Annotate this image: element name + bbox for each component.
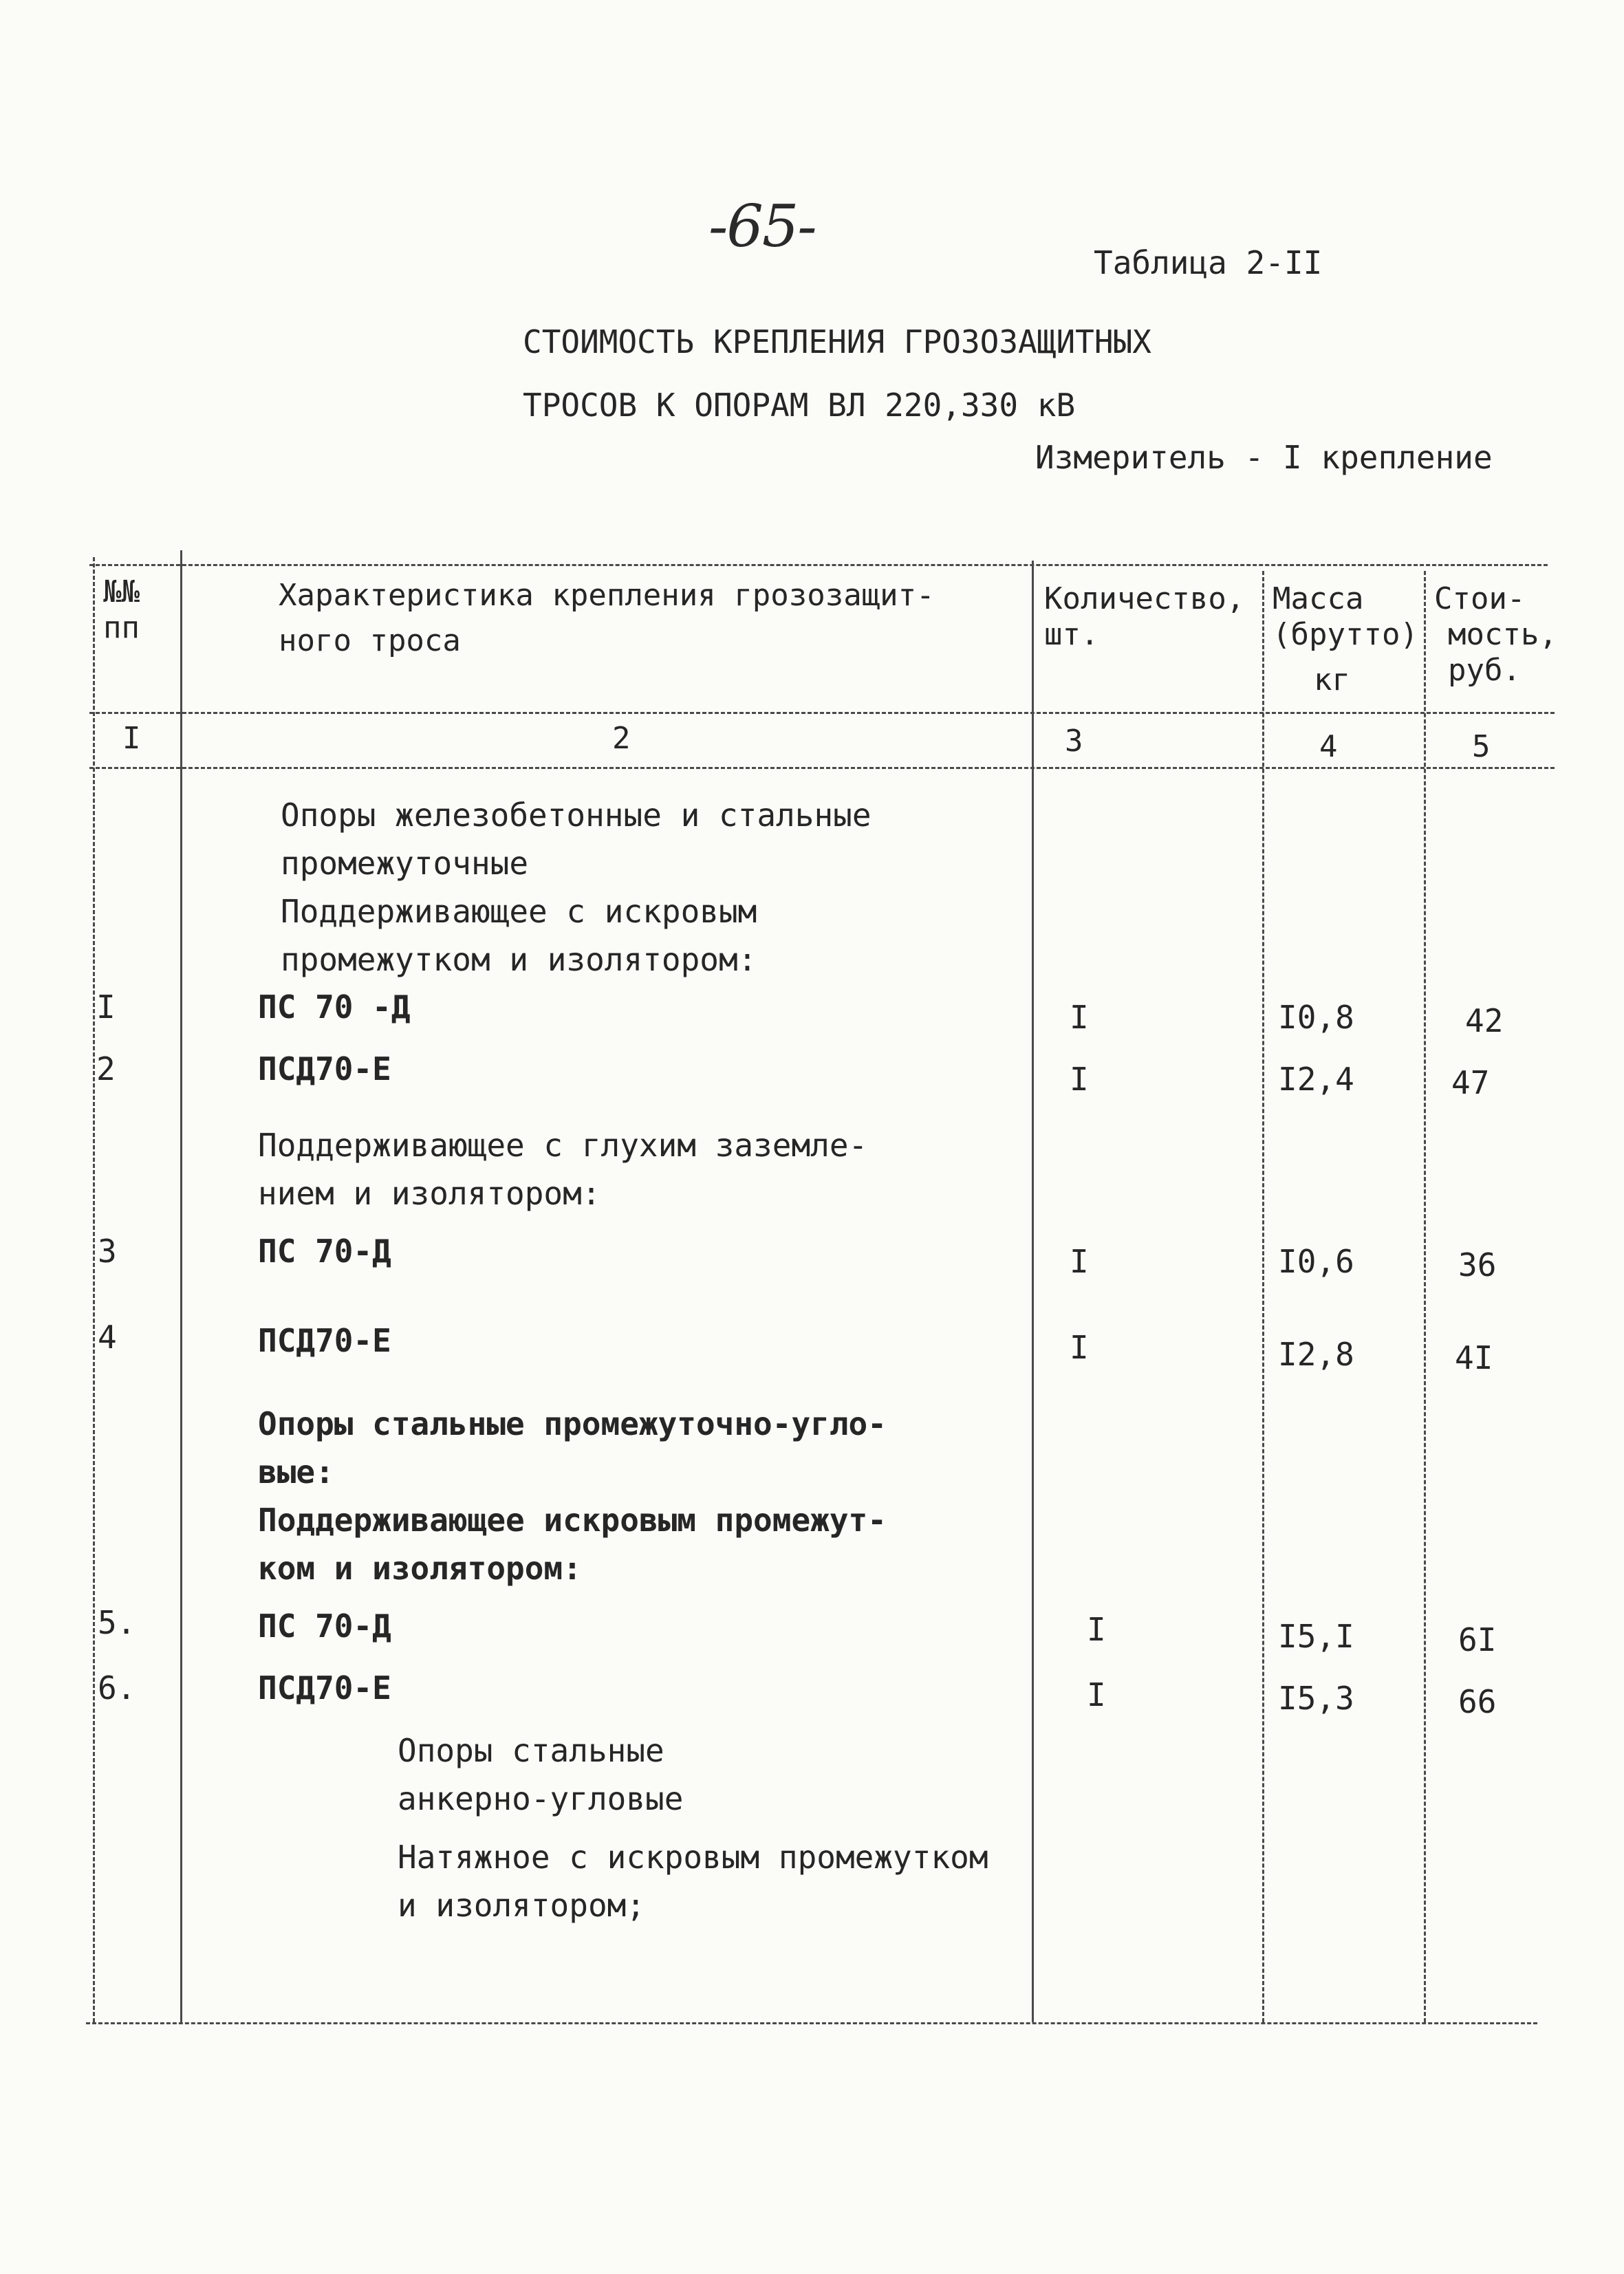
header-col4-line: (брутто) — [1273, 617, 1418, 652]
header-col3-line: Количество, — [1044, 581, 1245, 616]
row-5-name: ПС 70-Д — [258, 1607, 391, 1645]
header-col4 — [1273, 581, 1418, 698]
header-col1 — [103, 574, 140, 646]
row-4-cost: 4I — [1455, 1339, 1493, 1376]
row-3-mass: I0,6 — [1278, 1243, 1354, 1280]
row-4-name: ПСД70-Е — [258, 1322, 391, 1359]
row-4-num: 4 — [98, 1319, 117, 1356]
group-line: Поддерживающее с глухим заземле- — [258, 1127, 868, 1164]
row-1-name: ПС 70 -Д — [258, 988, 411, 1026]
group-line: ком и изолятором: — [258, 1550, 582, 1587]
row-3-num: 3 — [98, 1233, 117, 1270]
row-6-mass: I5,3 — [1278, 1680, 1354, 1717]
group-line: Поддерживающее искровым промежут- — [258, 1502, 887, 1539]
row-2-num: 2 — [96, 1050, 116, 1087]
header-col1-line: пп — [103, 610, 140, 645]
table-title-line-1: СТОИМОСТЬ КРЕПЛЕНИЯ ГРОЗОЗАЩИТНЫХ — [523, 323, 1151, 360]
row-5-qty: I — [1087, 1611, 1106, 1648]
row-1-num: I — [96, 988, 116, 1026]
table-title-line-2: ТРОСОВ К ОПОРАМ ВЛ 220,330 кВ — [523, 387, 1076, 424]
group-line: Опоры стальные промежуточно-угло- — [258, 1405, 887, 1442]
row-2-qty: I — [1070, 1061, 1089, 1098]
row-4-qty: I — [1070, 1329, 1089, 1366]
row-5-mass: I5,I — [1278, 1618, 1354, 1655]
row-6-qty: I — [1087, 1676, 1106, 1713]
page-number: -65- — [708, 193, 816, 260]
group-line: нием и изолятором: — [258, 1175, 601, 1212]
row-3-cost: 36 — [1458, 1246, 1497, 1284]
header-col2 — [279, 578, 935, 659]
col-border-left — [93, 557, 95, 2022]
row-5-num: 5. — [98, 1604, 136, 1641]
group-line: Опоры стальные — [398, 1732, 664, 1769]
header-col2-line: ного троса — [279, 623, 461, 658]
table-label: Таблица 2-II — [1094, 244, 1323, 281]
row-4-mass: I2,8 — [1278, 1336, 1354, 1373]
colnum-divider — [89, 767, 1555, 769]
group-steel-anchor-angle — [398, 1726, 683, 1823]
colnum-2: 2 — [612, 721, 631, 756]
group-line: вые: — [258, 1453, 334, 1491]
row-6-name: ПСД70-Е — [258, 1669, 391, 1707]
header-col5-line: Стои- — [1434, 581, 1526, 616]
col-border-3 — [1262, 571, 1264, 2022]
header-col3-line: шт. — [1044, 617, 1099, 652]
colnum-4: 4 — [1319, 729, 1338, 764]
row-2-mass: I2,4 — [1278, 1061, 1354, 1098]
row-5-cost: 6I — [1458, 1621, 1497, 1658]
colnum-5: 5 — [1472, 729, 1491, 764]
header-col5-line: мость, — [1448, 617, 1557, 652]
row-3-name: ПС 70-Д — [258, 1233, 391, 1270]
row-1-mass: I0,8 — [1278, 999, 1354, 1036]
group-reinforced-concrete-intermediate — [281, 791, 871, 984]
header-col2-line: Характеристика крепления грозозащит- — [279, 578, 935, 613]
col-border-1 — [180, 550, 182, 2022]
row-2-cost: 47 — [1451, 1064, 1490, 1101]
header-col5-line: руб. — [1448, 653, 1521, 688]
row-2-name: ПСД70-Е — [258, 1050, 391, 1087]
header-divider — [89, 712, 1555, 714]
group-tension — [398, 1833, 988, 1929]
row-3-qty: I — [1070, 1243, 1089, 1280]
header-col4-line: кг — [1314, 662, 1350, 697]
row-6-cost: 66 — [1458, 1683, 1497, 1720]
row-1-cost: 42 — [1465, 1002, 1504, 1039]
header-col4-line: Масса — [1273, 581, 1364, 616]
row-1-qty: I — [1070, 999, 1089, 1036]
table-top-border — [89, 564, 1548, 566]
row-6-num: 6. — [98, 1669, 136, 1707]
group-line: промежутком и изолятором: — [281, 941, 757, 978]
col-border-4 — [1424, 571, 1426, 2022]
header-col5 — [1434, 581, 1557, 689]
colnum-1: I — [122, 721, 141, 756]
unit-of-measure: Измеритель - I крепление — [1035, 439, 1493, 476]
group-line: Натяжное с искровым промежутком — [398, 1839, 988, 1876]
col-border-2 — [1032, 561, 1034, 2022]
group-line: анкерно-угловые — [398, 1780, 684, 1817]
group-line: и изолятором; — [398, 1887, 646, 1924]
group-solid-grounding — [258, 1121, 867, 1217]
header-col3 — [1044, 581, 1244, 653]
group-line: Поддерживающее с искровым — [281, 893, 757, 930]
group-line: промежуточные — [281, 845, 529, 882]
group-line: Опоры железобетонные и стальные — [281, 797, 871, 834]
table-bottom-border — [86, 2022, 1537, 2024]
header-col1-line: №№ — [103, 574, 140, 609]
group-steel-intermediate-angle — [258, 1400, 887, 1592]
colnum-3: 3 — [1065, 724, 1083, 759]
